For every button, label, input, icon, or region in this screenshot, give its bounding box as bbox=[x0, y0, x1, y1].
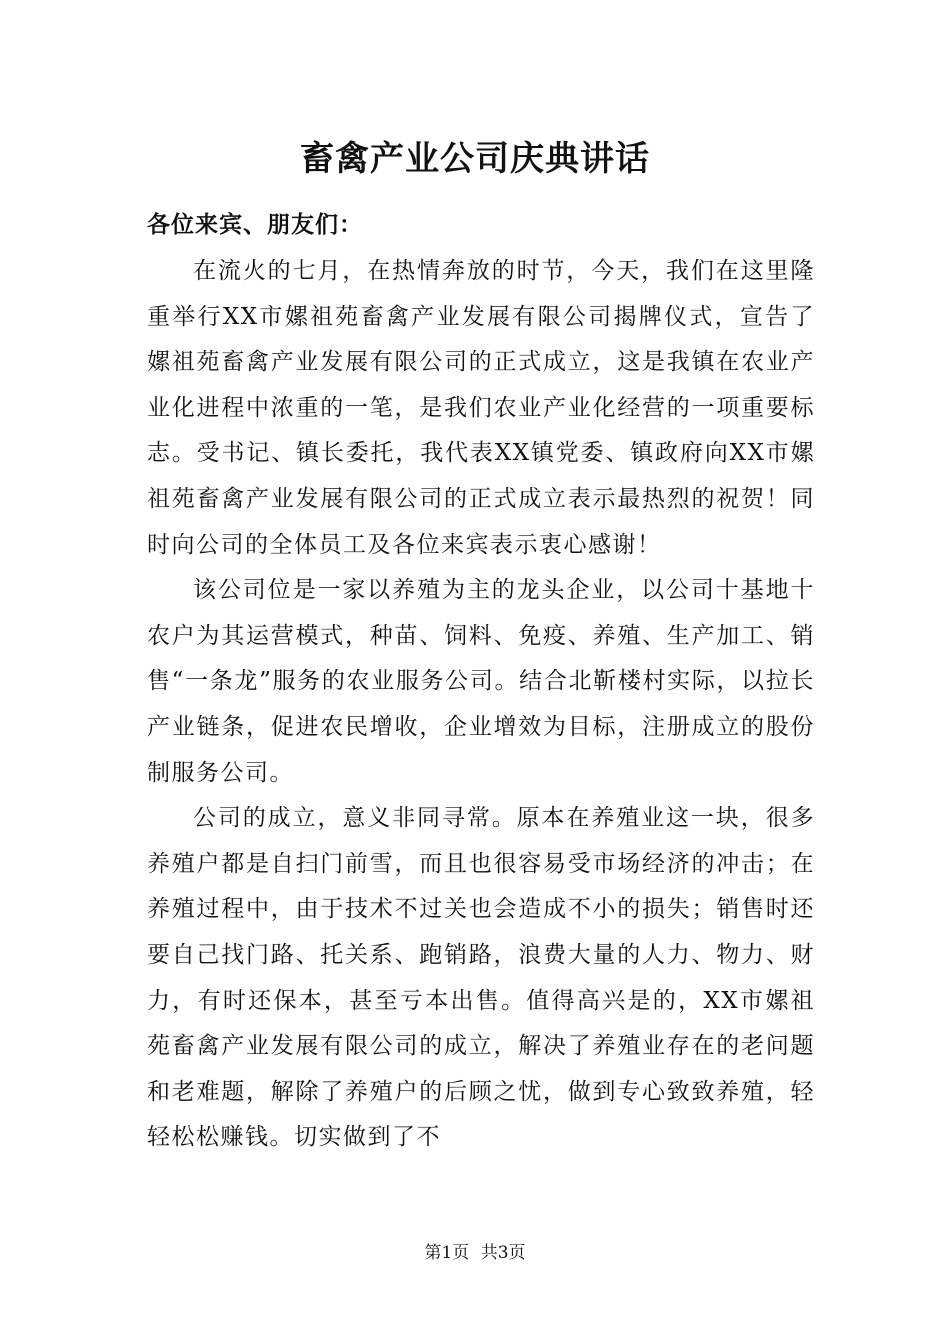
page-footer bbox=[0, 1241, 950, 1265]
page-total: 共3页 bbox=[480, 1243, 526, 1263]
document-body bbox=[147, 249, 815, 1161]
paragraph-2: 该公司位是一家以养殖为主的龙头企业，以公司十基地十农户为其运营模式，种苗、饲料、免疫、养殖、生产加工、销售“一条龙”服务的农业服务公司。结合北靳楼村实际，以拉长产业链条，促进农民增收，企业增效为目标，注册成立的股份制服务公司。 bbox=[147, 577, 815, 786]
paragraph-1: 在流火的七月，在热情奔放的时节，今天，我们在这里隆重举行XX市嫘祖苑畜禽产业发展有限公司揭牌仪式，宣告了嫘祖苑畜禽产业发展有限公司的正式成立，这是我镇在农业产业化进程中浓重的一笔，是我们农业产业化经营的一项重要标志。受书记、镇长委托，我代表XX镇党委、镇政府向XX市嫘祖苑畜禽产业发展有限公司的正式成立表示最热烈的祝贺！同时向公司的全体员工及各位来宾表示衷心感谢！ bbox=[147, 258, 815, 558]
paragraph-3: 公司的成立，意义非同寻常。原本在养殖业这一块，很多养殖户都是自扫门前雪，而且也很容易受市场经济的冲击；在养殖过程中，由于技术不过关也会造成不小的损失；销售时还要自己找门路、托关系、跑销路，浪费大量的人力、物力、财力，有时还保本，甚至亏本出售。值得高兴是的，XX市嫘祖苑畜禽产业发展有限公司的成立，解决了养殖业存在的老问题和老难题，解除了养殖户的后顾之忧，做到专心致致养殖，轻轻松松赚钱。切实做到了不 bbox=[147, 805, 815, 1151]
page-number: 第1页 bbox=[424, 1243, 470, 1263]
document-title: 畜禽产业公司庆典讲话 bbox=[300, 139, 650, 179]
salutation: 各位来宾、朋友们： bbox=[147, 211, 363, 238]
